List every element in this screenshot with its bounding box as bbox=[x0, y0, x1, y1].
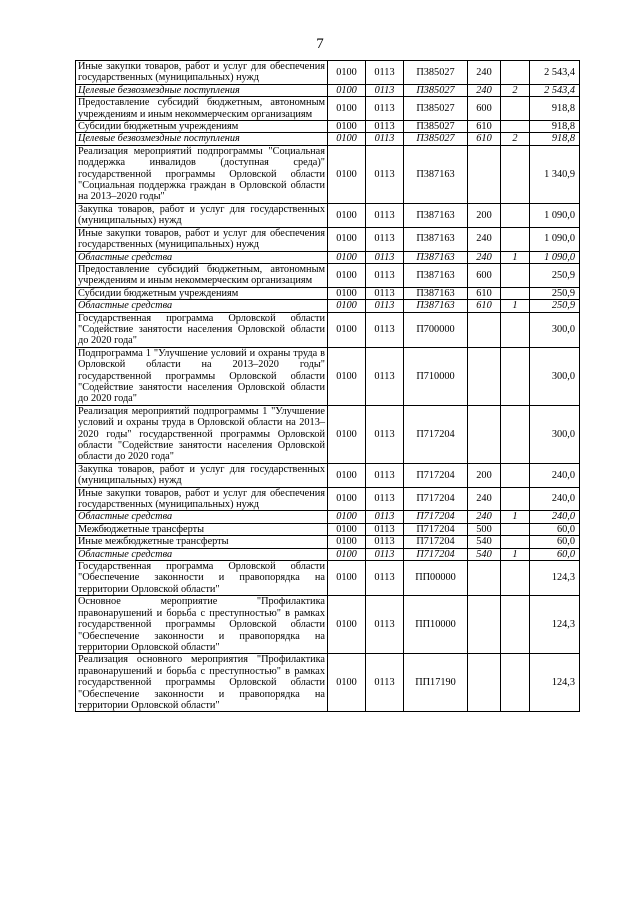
row-expense-type: 500 bbox=[468, 523, 501, 535]
table-row bbox=[76, 287, 580, 299]
row-article: П710000 bbox=[404, 347, 468, 405]
budget-table bbox=[75, 60, 580, 712]
row-subsection: 0113 bbox=[366, 203, 404, 227]
row-name: Иные закупки товаров, работ и услуг для обеспечения государственных (муниципальных) нужд bbox=[76, 61, 328, 85]
row-amount: 240,0 bbox=[530, 511, 580, 523]
row-amount: 124,3 bbox=[530, 596, 580, 654]
row-article: П387163 bbox=[404, 203, 468, 227]
row-name: Предоставление субсидий бюджетным, автономным учреждениям и иным некоммерческим организациям bbox=[76, 97, 328, 121]
row-expense-type bbox=[468, 145, 501, 203]
row-amount: 240,0 bbox=[530, 463, 580, 487]
table-row bbox=[76, 300, 580, 312]
table-row bbox=[76, 227, 580, 251]
row-expense-type: 540 bbox=[468, 536, 501, 548]
table-row bbox=[76, 61, 580, 85]
row-name: Субсидии бюджетным учреждениям bbox=[76, 121, 328, 133]
row-subsection: 0113 bbox=[366, 347, 404, 405]
row-name: Государственная программа Орловской области "Обеспечение законности и правопорядка на территории Орловской области" bbox=[76, 561, 328, 596]
table-row bbox=[76, 654, 580, 712]
row-section: 0100 bbox=[328, 511, 366, 523]
row-article: П385027 bbox=[404, 84, 468, 96]
table-row bbox=[76, 487, 580, 511]
row-amount: 918,8 bbox=[530, 121, 580, 133]
row-expense-type: 240 bbox=[468, 487, 501, 511]
row-section: 0100 bbox=[328, 251, 366, 263]
row-amount: 918,8 bbox=[530, 133, 580, 145]
row-name: Областные средства bbox=[76, 548, 328, 560]
row-source: 1 bbox=[501, 251, 530, 263]
row-article: ПП00000 bbox=[404, 561, 468, 596]
row-expense-type: 240 bbox=[468, 61, 501, 85]
row-section: 0100 bbox=[328, 463, 366, 487]
table-row bbox=[76, 463, 580, 487]
row-article: П717204 bbox=[404, 511, 468, 523]
row-article: ПП10000 bbox=[404, 596, 468, 654]
row-article: П717204 bbox=[404, 405, 468, 463]
row-name: Государственная программа Орловской области "Содействие занятости населения Орловской области до 2020 года" bbox=[76, 312, 328, 347]
row-subsection: 0113 bbox=[366, 523, 404, 535]
row-section: 0100 bbox=[328, 97, 366, 121]
row-expense-type: 240 bbox=[468, 511, 501, 523]
row-amount: 1 090,0 bbox=[530, 227, 580, 251]
row-amount: 124,3 bbox=[530, 561, 580, 596]
row-name: Основное мероприятие "Профилактика правонарушений и борьба с преступностью" в рамках государственной программы Орловской области "Обеспечение законности и правопорядка на территории Орловской области" bbox=[76, 596, 328, 654]
row-name: Закупка товаров, работ и услуг для государственных (муниципальных) нужд bbox=[76, 203, 328, 227]
row-source bbox=[501, 561, 530, 596]
row-article: П700000 bbox=[404, 312, 468, 347]
table-row bbox=[76, 536, 580, 548]
row-source bbox=[501, 487, 530, 511]
row-amount: 1 090,0 bbox=[530, 251, 580, 263]
row-subsection: 0113 bbox=[366, 263, 404, 287]
row-subsection: 0113 bbox=[366, 84, 404, 96]
row-section: 0100 bbox=[328, 227, 366, 251]
row-section: 0100 bbox=[328, 121, 366, 133]
row-name: Областные средства bbox=[76, 251, 328, 263]
row-article: П717204 bbox=[404, 487, 468, 511]
row-article: П385027 bbox=[404, 61, 468, 85]
row-subsection: 0113 bbox=[366, 561, 404, 596]
row-section: 0100 bbox=[328, 548, 366, 560]
row-name: Целевые безвозмездные поступления bbox=[76, 84, 328, 96]
row-amount: 240,0 bbox=[530, 487, 580, 511]
row-section: 0100 bbox=[328, 133, 366, 145]
row-subsection: 0113 bbox=[366, 536, 404, 548]
row-section: 0100 bbox=[328, 561, 366, 596]
row-name: Реализация мероприятий подпрограммы "Социальная поддержка инвалидов (доступная среда)" государственной программы Орловской области "Социальная поддержка граждан в Орловской области на 2013–2020 годы" bbox=[76, 145, 328, 203]
table-row bbox=[76, 561, 580, 596]
row-article: П717204 bbox=[404, 523, 468, 535]
row-section: 0100 bbox=[328, 523, 366, 535]
row-expense-type: 600 bbox=[468, 97, 501, 121]
row-name: Целевые безвозмездные поступления bbox=[76, 133, 328, 145]
row-section: 0100 bbox=[328, 145, 366, 203]
table-row bbox=[76, 523, 580, 535]
row-expense-type: 240 bbox=[468, 251, 501, 263]
table-row bbox=[76, 84, 580, 96]
row-amount: 60,0 bbox=[530, 523, 580, 535]
row-name: Межбюджетные трансферты bbox=[76, 523, 328, 535]
row-source: 2 bbox=[501, 133, 530, 145]
table-row bbox=[76, 251, 580, 263]
row-source bbox=[501, 203, 530, 227]
row-expense-type bbox=[468, 405, 501, 463]
row-source bbox=[501, 121, 530, 133]
row-source bbox=[501, 145, 530, 203]
table-row bbox=[76, 548, 580, 560]
row-subsection: 0113 bbox=[366, 61, 404, 85]
table-row bbox=[76, 405, 580, 463]
row-section: 0100 bbox=[328, 654, 366, 712]
row-name: Закупка товаров, работ и услуг для государственных (муниципальных) нужд bbox=[76, 463, 328, 487]
table-row bbox=[76, 145, 580, 203]
row-expense-type bbox=[468, 347, 501, 405]
row-section: 0100 bbox=[328, 536, 366, 548]
row-source: 1 bbox=[501, 548, 530, 560]
row-source bbox=[501, 347, 530, 405]
row-expense-type: 600 bbox=[468, 263, 501, 287]
row-section: 0100 bbox=[328, 203, 366, 227]
row-article: П385027 bbox=[404, 121, 468, 133]
row-subsection: 0113 bbox=[366, 251, 404, 263]
row-amount: 250,9 bbox=[530, 263, 580, 287]
row-source bbox=[501, 263, 530, 287]
row-subsection: 0113 bbox=[366, 548, 404, 560]
row-name: Реализация основного мероприятия "Профилактика правонарушений и борьба с преступностью" в рамках государственной программы Орловской области "Обеспечение законности и правопорядка на территории Орловской области" bbox=[76, 654, 328, 712]
row-name: Субсидии бюджетным учреждениям bbox=[76, 287, 328, 299]
row-amount: 60,0 bbox=[530, 548, 580, 560]
row-subsection: 0113 bbox=[366, 121, 404, 133]
row-article: П717204 bbox=[404, 463, 468, 487]
row-source bbox=[501, 536, 530, 548]
row-amount: 300,0 bbox=[530, 405, 580, 463]
row-amount: 918,8 bbox=[530, 97, 580, 121]
row-section: 0100 bbox=[328, 312, 366, 347]
row-source bbox=[501, 405, 530, 463]
table-row bbox=[76, 133, 580, 145]
row-expense-type bbox=[468, 654, 501, 712]
row-subsection: 0113 bbox=[366, 133, 404, 145]
row-section: 0100 bbox=[328, 347, 366, 405]
row-subsection: 0113 bbox=[366, 312, 404, 347]
row-name: Иные закупки товаров, работ и услуг для обеспечения государственных (муниципальных) нужд bbox=[76, 227, 328, 251]
row-source bbox=[501, 463, 530, 487]
row-source bbox=[501, 287, 530, 299]
row-subsection: 0113 bbox=[366, 405, 404, 463]
row-expense-type: 610 bbox=[468, 133, 501, 145]
row-amount: 124,3 bbox=[530, 654, 580, 712]
row-article: П717204 bbox=[404, 548, 468, 560]
row-source bbox=[501, 61, 530, 85]
row-expense-type bbox=[468, 312, 501, 347]
row-amount: 60,0 bbox=[530, 536, 580, 548]
row-section: 0100 bbox=[328, 405, 366, 463]
table-body bbox=[76, 61, 580, 712]
row-amount: 1 090,0 bbox=[530, 203, 580, 227]
row-amount: 1 340,9 bbox=[530, 145, 580, 203]
table-row bbox=[76, 263, 580, 287]
row-article: ПП17190 bbox=[404, 654, 468, 712]
row-article: П387163 bbox=[404, 300, 468, 312]
row-amount: 250,9 bbox=[530, 287, 580, 299]
row-source: 1 bbox=[501, 511, 530, 523]
row-amount: 300,0 bbox=[530, 347, 580, 405]
row-amount: 2 543,4 bbox=[530, 84, 580, 96]
row-article: П717204 bbox=[404, 536, 468, 548]
row-subsection: 0113 bbox=[366, 300, 404, 312]
row-source bbox=[501, 97, 530, 121]
table-row bbox=[76, 312, 580, 347]
row-source: 2 bbox=[501, 84, 530, 96]
row-subsection: 0113 bbox=[366, 97, 404, 121]
row-name: Реализация мероприятий подпрограммы 1 "Улучшение условий и охраны труда в Орловской области на 2013–2020 годы" государственной программы Орловской области "Содействие занятости населения Орловской области до 2020 года" bbox=[76, 405, 328, 463]
row-name: Предоставление субсидий бюджетным, автономным учреждениям и иным некоммерческим организациям bbox=[76, 263, 328, 287]
row-source bbox=[501, 523, 530, 535]
row-subsection: 0113 bbox=[366, 227, 404, 251]
row-article: П385027 bbox=[404, 133, 468, 145]
row-section: 0100 bbox=[328, 263, 366, 287]
row-amount: 300,0 bbox=[530, 312, 580, 347]
row-section: 0100 bbox=[328, 84, 366, 96]
row-source: 1 bbox=[501, 300, 530, 312]
row-subsection: 0113 bbox=[366, 596, 404, 654]
row-article: П387163 bbox=[404, 251, 468, 263]
row-subsection: 0113 bbox=[366, 145, 404, 203]
row-expense-type: 610 bbox=[468, 121, 501, 133]
row-section: 0100 bbox=[328, 487, 366, 511]
row-expense-type: 240 bbox=[468, 84, 501, 96]
row-expense-type: 610 bbox=[468, 300, 501, 312]
row-section: 0100 bbox=[328, 287, 366, 299]
table-row bbox=[76, 97, 580, 121]
row-expense-type: 240 bbox=[468, 227, 501, 251]
row-name: Областные средства bbox=[76, 300, 328, 312]
row-name: Иные межбюджетные трансферты bbox=[76, 536, 328, 548]
row-name: Подпрограмма 1 "Улучшение условий и охраны труда в Орловской области на 2013–2020 годы" государственной программы Орловской области "Содействие занятости населения Орловской области до 2020 года" bbox=[76, 347, 328, 405]
row-subsection: 0113 bbox=[366, 654, 404, 712]
row-section: 0100 bbox=[328, 61, 366, 85]
row-amount: 2 543,4 bbox=[530, 61, 580, 85]
row-expense-type: 610 bbox=[468, 287, 501, 299]
row-name: Иные закупки товаров, работ и услуг для обеспечения государственных (муниципальных) нужд bbox=[76, 487, 328, 511]
row-expense-type: 200 bbox=[468, 463, 501, 487]
row-article: П387163 bbox=[404, 287, 468, 299]
row-article: П385027 bbox=[404, 97, 468, 121]
page-number: 7 bbox=[316, 36, 324, 52]
row-section: 0100 bbox=[328, 596, 366, 654]
row-amount: 250,9 bbox=[530, 300, 580, 312]
row-article: П387163 bbox=[404, 227, 468, 251]
row-subsection: 0113 bbox=[366, 511, 404, 523]
row-subsection: 0113 bbox=[366, 463, 404, 487]
row-source bbox=[501, 312, 530, 347]
table-row bbox=[76, 203, 580, 227]
row-article: П387163 bbox=[404, 263, 468, 287]
row-subsection: 0113 bbox=[366, 287, 404, 299]
row-expense-type bbox=[468, 561, 501, 596]
row-expense-type: 540 bbox=[468, 548, 501, 560]
row-expense-type bbox=[468, 596, 501, 654]
table-row bbox=[76, 121, 580, 133]
row-source bbox=[501, 596, 530, 654]
row-section: 0100 bbox=[328, 300, 366, 312]
table-row bbox=[76, 596, 580, 654]
table-row bbox=[76, 511, 580, 523]
row-article: П387163 bbox=[404, 145, 468, 203]
row-expense-type: 200 bbox=[468, 203, 501, 227]
row-source bbox=[501, 227, 530, 251]
table-row bbox=[76, 347, 580, 405]
row-source bbox=[501, 654, 530, 712]
row-subsection: 0113 bbox=[366, 487, 404, 511]
row-name: Областные средства bbox=[76, 511, 328, 523]
